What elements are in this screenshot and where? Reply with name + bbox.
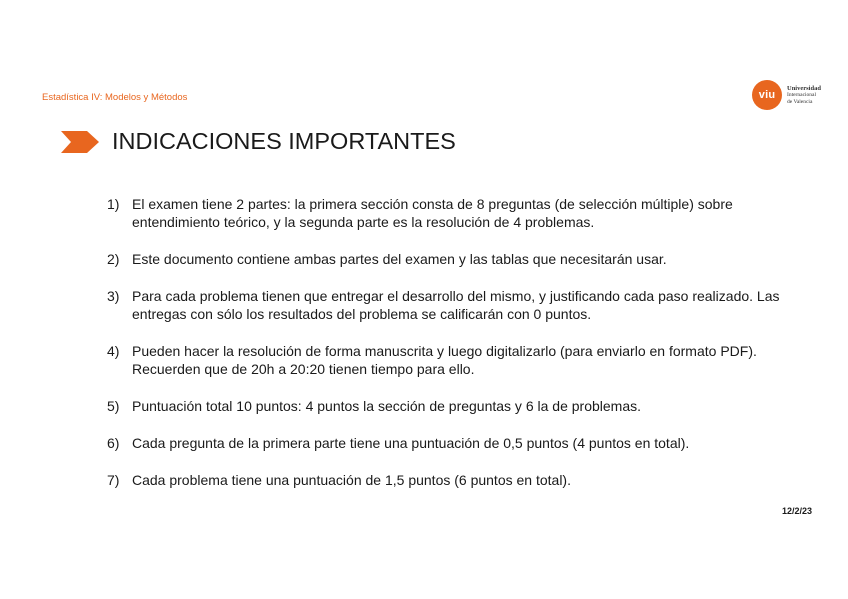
list-item xyxy=(107,287,787,323)
instructions-list xyxy=(107,195,787,508)
logo-text xyxy=(787,85,821,106)
list-item xyxy=(107,250,787,268)
logo-line-3: de Valencia xyxy=(787,98,813,105)
item-number: 6) xyxy=(107,435,120,451)
item-text: Cada pregunta de la primera parte tiene una puntuación de 0,5 puntos (4 puntos en total). xyxy=(132,435,690,451)
university-logo xyxy=(752,80,821,110)
item-text: Cada problema tiene una puntuación de 1,5 puntos (6 puntos en total). xyxy=(132,472,571,488)
item-number: 3) xyxy=(107,288,120,304)
list-item xyxy=(107,397,787,415)
item-text: Puntuación total 10 puntos: 4 puntos la sección de preguntas y 6 la de problemas. xyxy=(132,398,642,414)
list-item xyxy=(107,342,787,378)
slide-date: 12/2/23 xyxy=(782,506,813,516)
course-label: Estadística IV: Modelos y Métodos xyxy=(42,92,188,103)
item-text: Este documento contiene ambas partes del examen y las tablas que necesitarán usar. xyxy=(132,251,667,267)
logo-line-2: Internacional xyxy=(787,91,817,98)
item-text: Pueden hacer la resolución de forma manuscrita y luego digitalizarlo (para enviarlo en formato PDF). Recuerden que de 20h a 20:20 tienen tiempo para ello. xyxy=(132,343,757,377)
logo-line-1: Universidad xyxy=(787,84,821,92)
item-number: 2) xyxy=(107,251,120,267)
item-text: Para cada problema tienen que entregar el desarrollo del mismo, y justificando cada paso realizado. Las entregas con sólo los resultados del problema se calificarán con 0 puntos. xyxy=(132,288,780,322)
item-number: 4) xyxy=(107,343,120,359)
chevron-arrow-icon xyxy=(61,131,99,153)
logo-mark: viu xyxy=(752,80,782,110)
item-text: El examen tiene 2 partes: la primera sección consta de 8 preguntas (de selección múltiple) sobre entendimiento teórico, y la segunda parte es la resolución de 4 problemas. xyxy=(132,196,733,230)
list-item xyxy=(107,471,787,489)
item-number: 5) xyxy=(107,398,120,414)
page-title: INDICACIONES IMPORTANTES xyxy=(112,128,456,154)
list-item xyxy=(107,195,787,231)
list-item xyxy=(107,434,787,452)
item-number: 7) xyxy=(107,472,120,488)
item-number: 1) xyxy=(107,196,120,212)
